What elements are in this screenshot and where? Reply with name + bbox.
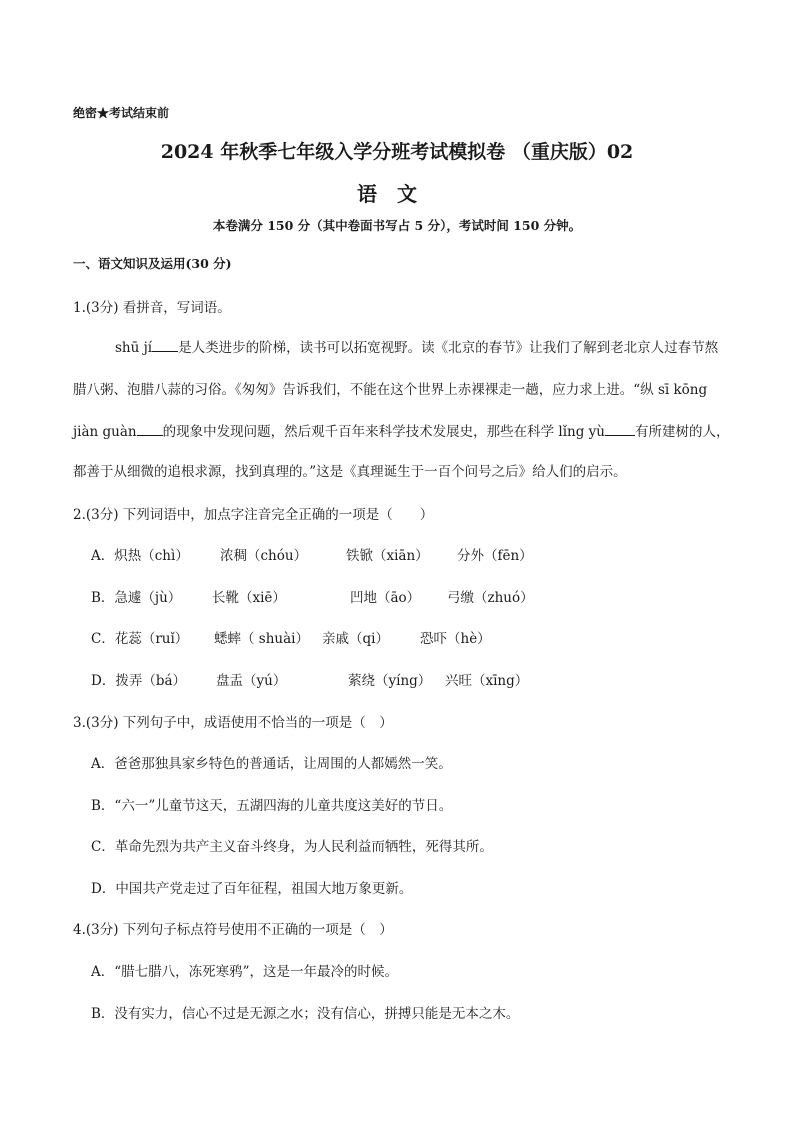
subject-title: 语文 bbox=[357, 182, 437, 206]
q3-option-c[interactable]: C．革命先烈为共产主义奋斗终身，为人民利益而牺牲，死得其所。 bbox=[91, 839, 493, 855]
passage-line-4: 都善于从细微的追根求源，找到真理的。”这是《真理诞生于一百个问号之后》给人们的启示。 bbox=[73, 464, 627, 480]
q2-option-c-word2: 蟋蟀（ shuài） bbox=[214, 631, 309, 647]
confidential-mark: 绝密★考试结束前 bbox=[73, 106, 170, 120]
question-1-stem: 1.(3分) 看拼音，写词语。 bbox=[73, 300, 231, 316]
passage-line-3: jiàn guàn 的现象中发现问题，然后观千百年来科学技术发展史，那些在科学 lǐng yù 有所建树的人， bbox=[73, 424, 730, 440]
pinyin-jianguan: jiàn guàn bbox=[73, 424, 137, 440]
q3-option-d[interactable]: D．中国共产党走过了百年征程，祖国大地万象更新。 bbox=[91, 881, 413, 897]
question-4-stem: 4.(3分) 下列句子标点符号使用不正确的一项是（ ） bbox=[73, 922, 393, 938]
q2-option-d-word1[interactable]: D．拨弄（bá） bbox=[91, 673, 187, 689]
q2-option-c-word3: 亲戚（qi） bbox=[322, 631, 389, 647]
question-3-stem: 3.(3分) 下列句子中，成语使用不恰当的一项是（ ） bbox=[73, 715, 393, 731]
q2-option-c-word1[interactable]: C．花蕊（ruǐ） bbox=[91, 631, 189, 647]
exam-note: 本卷满分 150 分（其中卷面书写占 5 分），考试时间 150 分钟。 bbox=[212, 218, 582, 233]
section-heading: 一、语文知识及运用(30 分) bbox=[73, 256, 232, 271]
question-2-stem: 2.(3分) 下列词语中，加点字注音完全正确的一项是（ ） bbox=[73, 507, 434, 523]
q2-option-d-word2: 盘盂（yú） bbox=[216, 673, 287, 689]
passage-line-1: shū jí 是人类进步的阶梯，读书可以拓宽视野。读《北京的春节》让我们了解到老北京人过春节熬 bbox=[115, 340, 719, 356]
q4-option-a[interactable]: A．“腊七腊八，冻死寒鸦”，这是一年最冷的时候。 bbox=[91, 964, 399, 980]
question-1-passage bbox=[73, 336, 733, 480]
q2-option-c-word4: 恐吓（hè） bbox=[420, 631, 491, 647]
answer-blank-3[interactable] bbox=[605, 423, 635, 436]
q2-option-a-word1[interactable]: A．炽热（chì） bbox=[91, 548, 189, 564]
exam-title: 2024 年秋季七年级入学分班考试模拟卷 （重庆版）02 bbox=[160, 141, 634, 163]
q2-option-b-word2: 长靴（xiē） bbox=[212, 590, 286, 606]
answer-blank-1[interactable] bbox=[152, 339, 178, 352]
q2-option-d-word4: 兴旺（xīng） bbox=[445, 673, 529, 689]
q2-option-b-word4: 弓缴（zhuó） bbox=[447, 590, 534, 606]
q2-option-b-word3: 凹地（āo） bbox=[350, 590, 421, 606]
q3-option-a[interactable]: A．爸爸那独具家乡特色的普通话，让周围的人都嫣然一笑。 bbox=[91, 756, 452, 772]
q4-option-b[interactable]: B．没有实力，信心不过是无源之水；没有信心，拼搏只能是无本之木。 bbox=[91, 1006, 520, 1022]
passage-line-2: 腊八粥、泡腊八蒜的习俗。《匆匆》告诉我们，不能在这个世界上赤裸裸走一趟，应力求上进。“纵 sī kōng bbox=[73, 382, 708, 398]
q2-option-a-word4: 分外（fēn） bbox=[457, 548, 533, 564]
q2-option-d-word3: 萦绕（yíng） bbox=[348, 673, 432, 689]
q2-option-a-word2: 浓稠（chóu） bbox=[220, 548, 308, 564]
pinyin-shuji: shū jí bbox=[115, 340, 153, 356]
answer-blank-2[interactable] bbox=[137, 423, 163, 436]
q2-option-b-word1[interactable]: B．急遽（jù） bbox=[91, 590, 182, 606]
q3-option-b[interactable]: B．“六一”儿童节这天，五湖四海的儿童共度这美好的节日。 bbox=[91, 798, 453, 814]
q2-option-a-word3: 铁锨（xiān） bbox=[346, 548, 429, 564]
